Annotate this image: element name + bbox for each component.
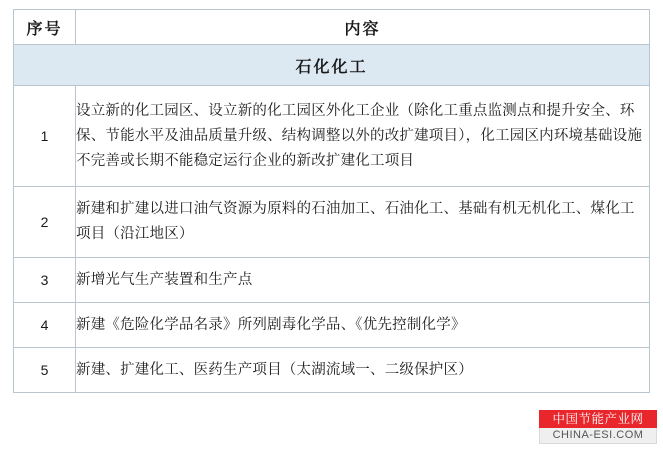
column-header-no: 序号 <box>14 10 76 45</box>
table-body <box>14 45 650 393</box>
watermark <box>539 410 657 444</box>
row-content: 新建《危险化学品名录》所列剧毒化学品、《优先控制化学》 <box>76 303 650 348</box>
row-content: 新增光气生产装置和生产点 <box>76 258 650 303</box>
watermark-site-name: 中国节能产业网 <box>539 410 657 428</box>
row-content: 新建、扩建化工、医药生产项目（太湖流域一、二级保护区） <box>76 348 650 393</box>
table-row <box>14 348 650 393</box>
row-number: 1 <box>14 86 76 187</box>
table-row <box>14 258 650 303</box>
section-title: 石化化工 <box>14 45 650 86</box>
row-content: 设立新的化工园区、设立新的化工园区外化工企业（除化工重点监测点和提升安全、环保、节能水平及油品质量升级、结构调整以外的改扩建项目），化工园区内环境基础设施不完善或长期不能稳定运行企业的新改扩建化工项目 <box>76 86 650 187</box>
table-row <box>14 303 650 348</box>
row-number: 4 <box>14 303 76 348</box>
column-header-content: 内容 <box>76 10 650 45</box>
row-content: 新建和扩建以进口油气资源为原料的石油加工、石油化工、基础有机无机化工、煤化工项目（沿江地区） <box>76 187 650 258</box>
section-title-row <box>14 45 650 86</box>
row-number: 5 <box>14 348 76 393</box>
table-header <box>14 10 650 45</box>
table-row <box>14 187 650 258</box>
watermark-site-url: CHINA-ESI.COM <box>539 428 657 444</box>
row-number: 2 <box>14 187 76 258</box>
table-row <box>14 86 650 187</box>
restricted-projects-table <box>13 9 650 393</box>
row-number: 3 <box>14 258 76 303</box>
table-header-row <box>14 10 650 45</box>
